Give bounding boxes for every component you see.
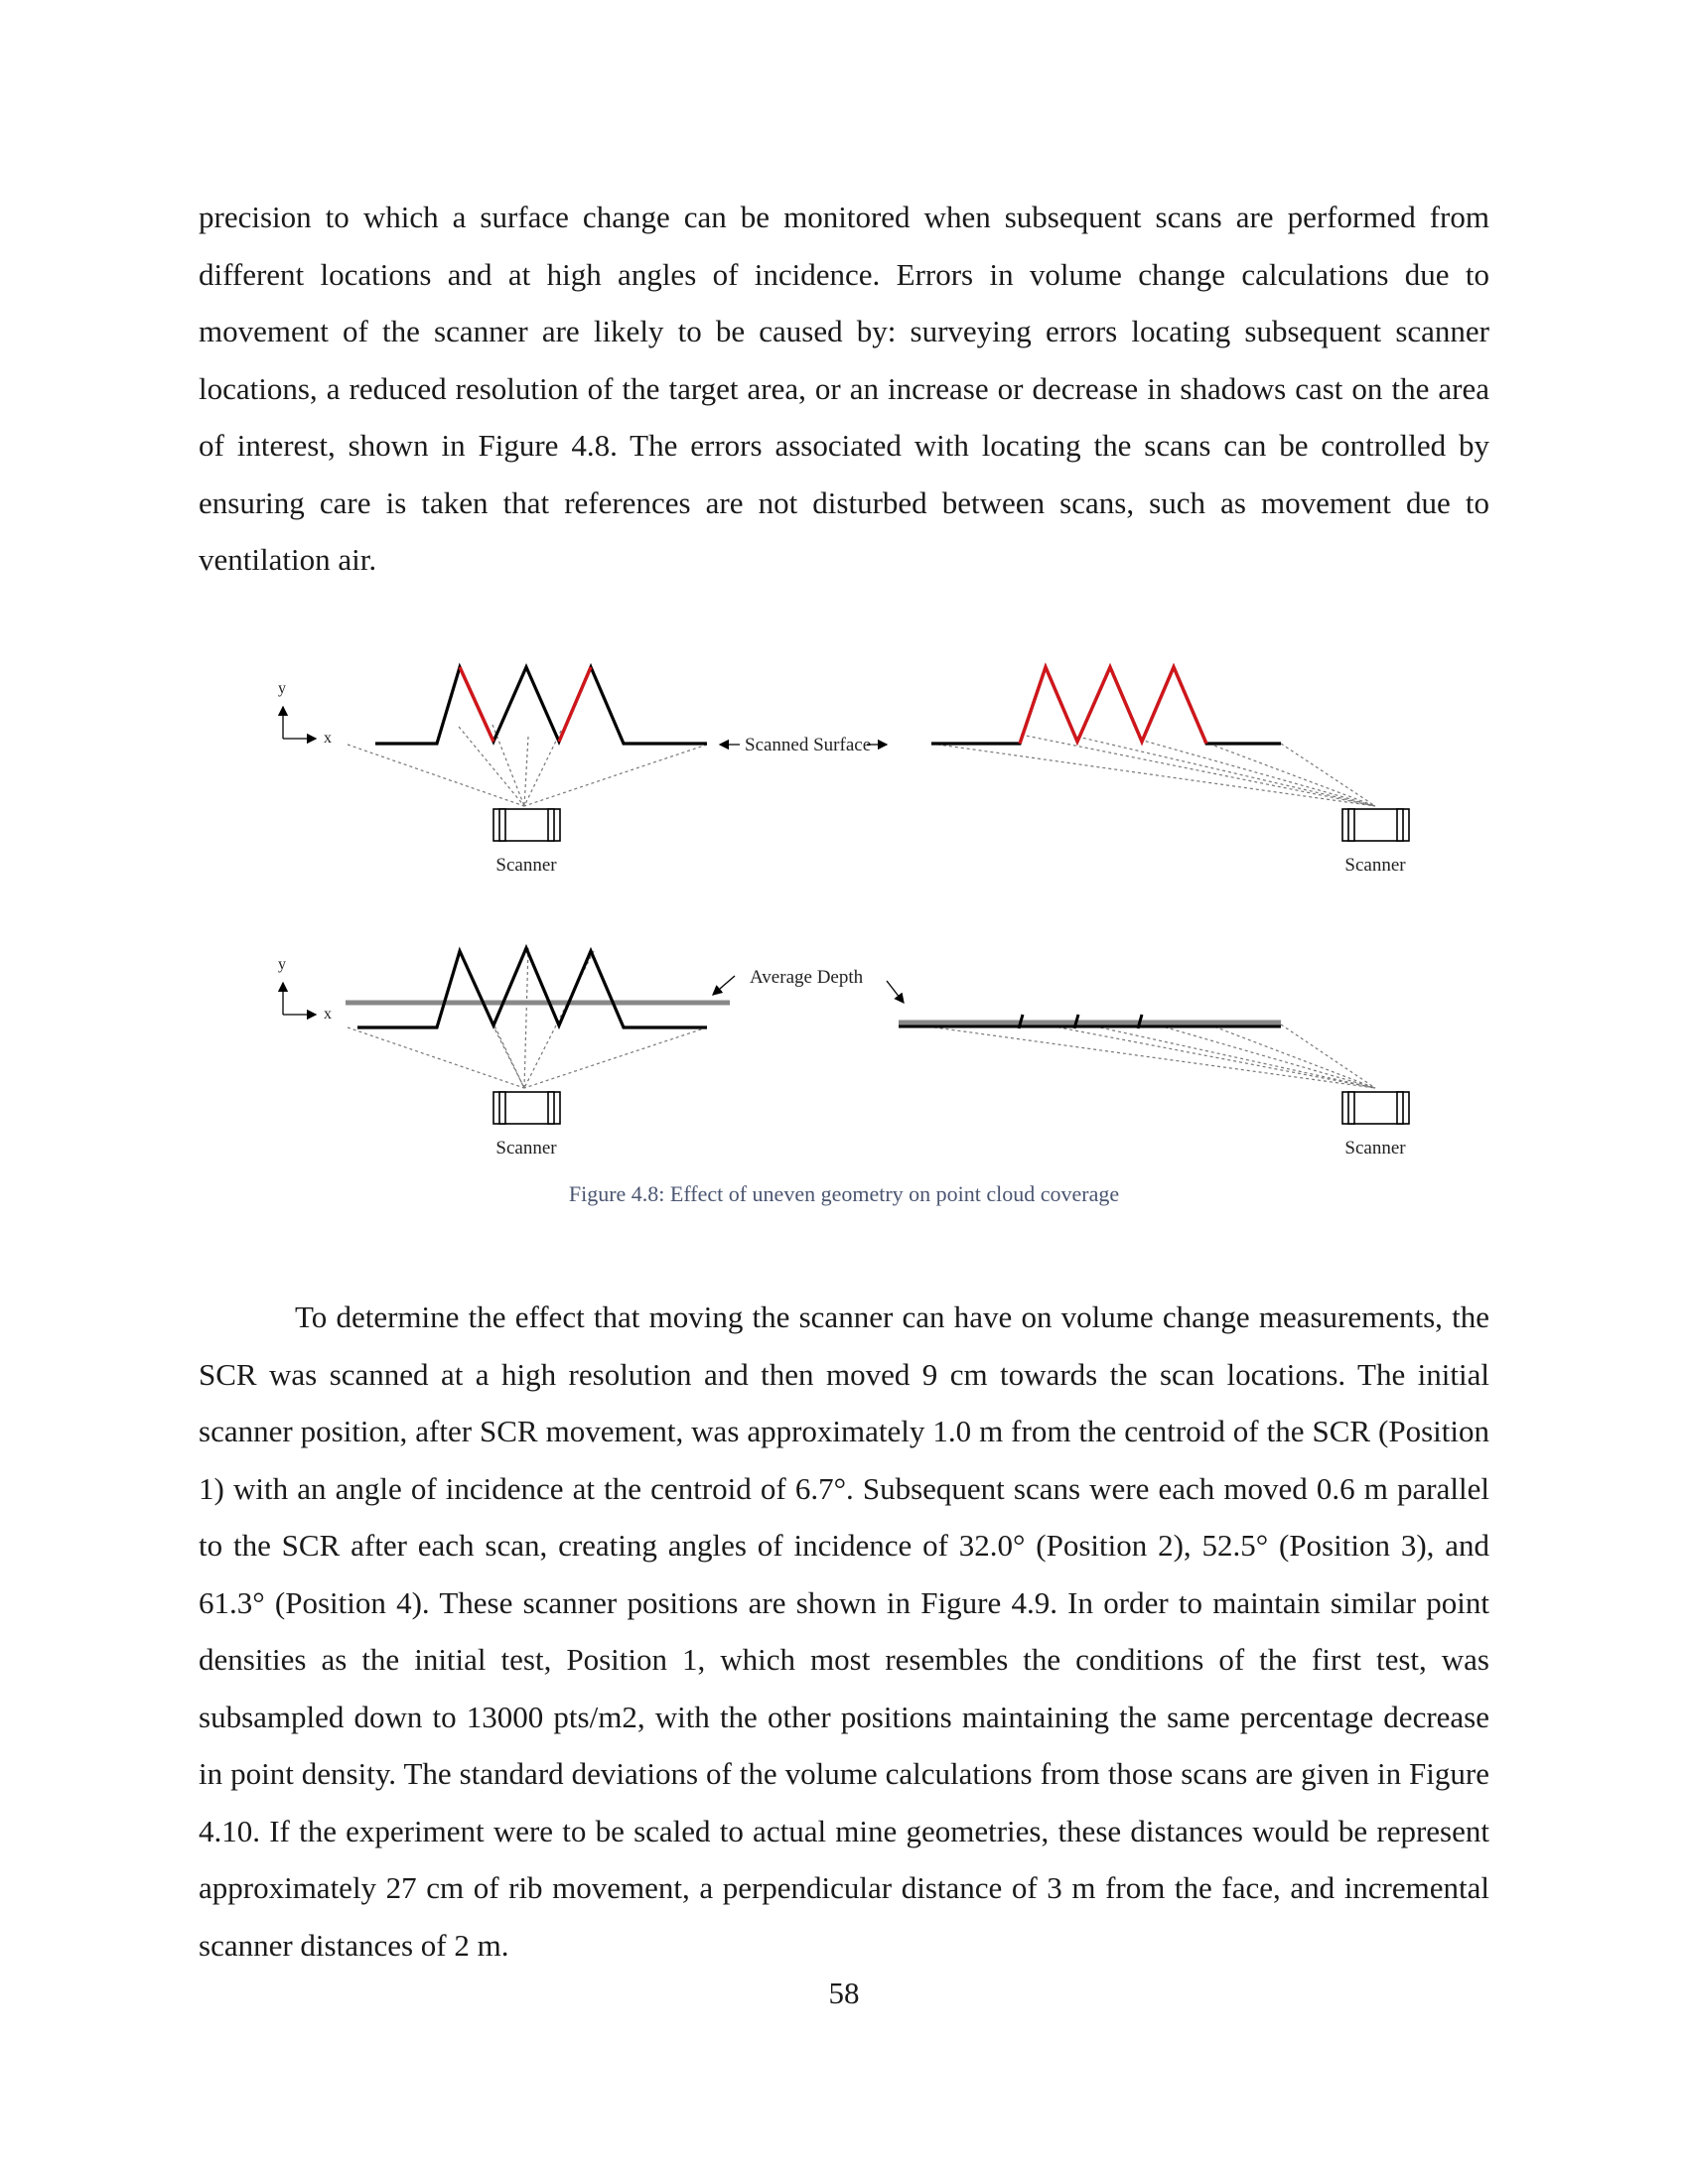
scanned-surface-top-left <box>375 667 707 744</box>
average-depth-label: Average Depth <box>750 967 864 988</box>
scanner-label-bottom-right: Scanner <box>1344 1138 1406 1159</box>
scanner-label-bottom-left: Scanner <box>495 1138 557 1159</box>
average-depth-callout <box>713 967 904 1003</box>
beams-bottom-left <box>348 948 707 1088</box>
axis-indicator-top <box>278 680 332 747</box>
beams-top-left <box>348 725 707 806</box>
scanned-surface-bottom-left <box>346 948 730 1027</box>
scanned-surface-label: Scanned Surface <box>745 735 872 755</box>
scanned-surface-top-right <box>931 667 1281 744</box>
scanned-surface-bottom-right <box>899 1015 1281 1028</box>
scanner-top-left <box>493 809 560 841</box>
scanner-label-top-left: Scanner <box>495 855 557 876</box>
scanner-bottom-right <box>1342 1092 1409 1124</box>
axis-x-label: x <box>324 730 332 747</box>
axis-y-label: y <box>278 956 286 973</box>
scanner-top-right <box>1342 809 1409 841</box>
scanner-label-top-right: Scanner <box>1344 855 1406 876</box>
axis-y-label: y <box>278 680 286 697</box>
beams-top-right <box>931 735 1375 806</box>
paragraph-1: precision to which a surface change can be monitored when subsequent scans are performed from different locations and at high angles of incidence. Errors in volume change calculations due to movement of the scanner are likely to be caused by: surveying errors locating subsequent scanner locations, a reduced resolution of the target area, or an increase or decrease in shadows cast on the area of interest, shown in Figure 4.8. The errors associated with locating the scans can be controlled by ensuring care is taken that references are not disturbed between scans, such as movement due to ventilation air. <box>199 200 1489 577</box>
beams-bottom-right <box>899 1021 1375 1088</box>
figure-caption: Figure 4.8: Effect of uneven geometry on point cloud coverage <box>568 1181 1120 1206</box>
paragraph-2: To determine the effect that moving the scanner can have on volume change measurements, the SCR was scanned at a high resolution and then moved 9 cm towards the scan locations. The initial scanner position, after SCR movement, was approximately 1.0 m from the centroid of the SCR (Position 1) with an angle of incidence at the centroid of 6.7°. Subsequent scans were each moved 0.6 m parallel to the SCR after each scan, creating angles of incidence of 32.0° (Position 2), 52.5° (Position 3), and 61.3° (Position 4). These scanner positions are shown in Figure 4.9. In order to maintain similar point densities as the initial test, Position 1, which most resembles the conditions of the first test, was subsampled down to 13000 pts/m2, with the other positions maintaining the same percentage decrease in point density. The standard deviations of the volume calculations from those scans are given in Figure 4.10. If the experiment were to be scaled to actual mine geometries, these distances would be represent approximately 27 cm of rib movement, a perpendicular distance of 3 m from the face, and incremental scanner distances of 2 m. <box>199 1299 1489 1963</box>
scanned-surface-callout <box>720 735 887 755</box>
axis-x-label: x <box>324 1006 332 1023</box>
page-number: 58 <box>828 1976 860 2010</box>
figure-4-8 <box>0 635 1688 1231</box>
scanner-bottom-left <box>493 1092 560 1124</box>
axis-indicator-bottom <box>278 956 332 1023</box>
